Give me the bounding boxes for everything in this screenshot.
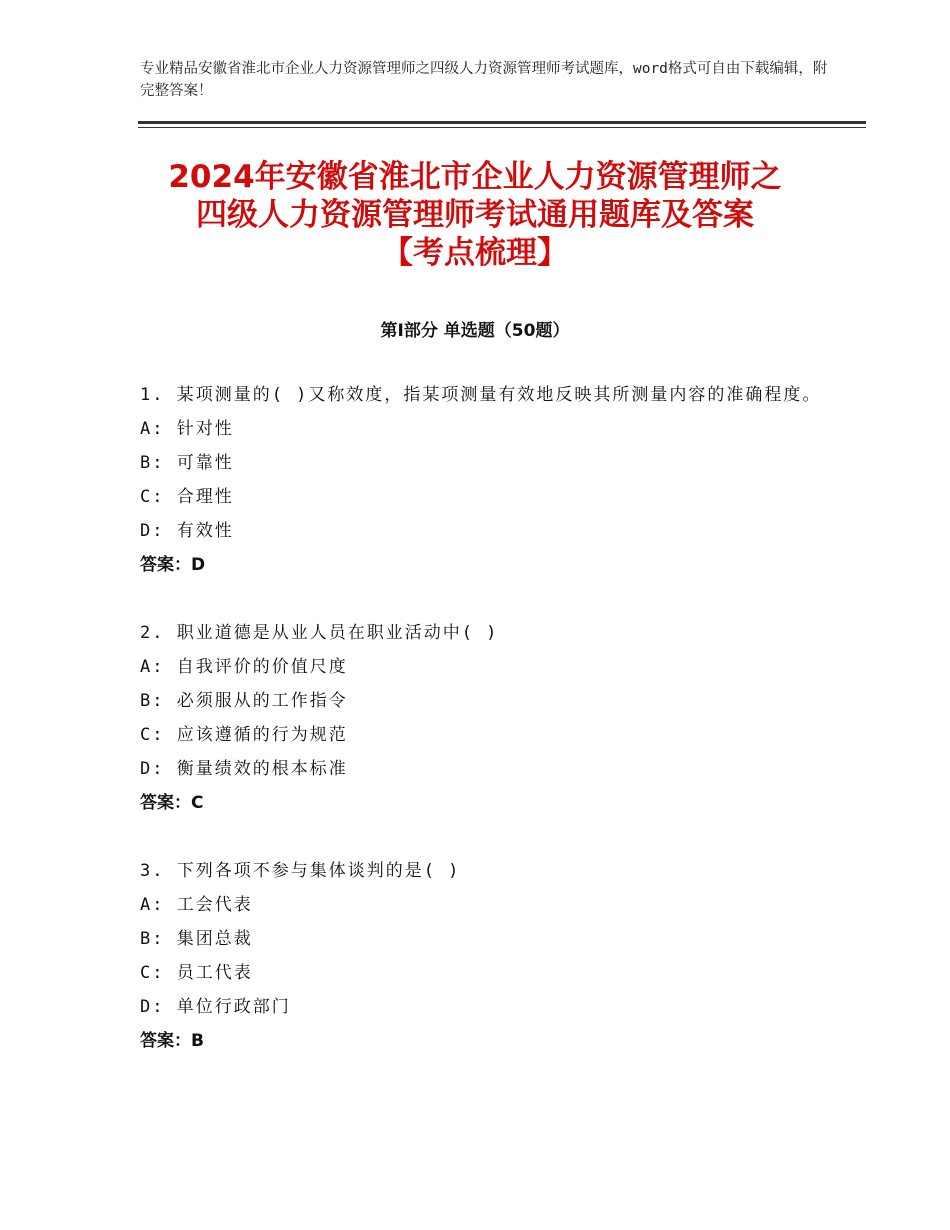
title-line-2: 四级人力资源管理师考试通用题库及答案 — [196, 197, 754, 233]
option-d: D: 有效性 — [140, 521, 234, 541]
option-d: D: 衡量绩效的根本标准 — [140, 759, 348, 779]
answer: 答案：D — [140, 555, 206, 575]
option-b: B: 集团总裁 — [140, 929, 253, 949]
title-line-1: 2024年安徽省淮北市企业人力资源管理师之 — [168, 159, 782, 195]
option-a: A: 针对性 — [140, 419, 234, 439]
header-divider-thin — [138, 127, 866, 128]
option-a: A: 工会代表 — [140, 895, 253, 915]
document-title — [100, 158, 850, 272]
option-c: C: 员工代表 — [140, 963, 253, 983]
question-stem: 3. 下列各项不参与集体谈判的是( ) — [140, 861, 461, 881]
answer: 答案：C — [140, 793, 204, 813]
option-b: B: 必须服从的工作指令 — [140, 691, 348, 711]
answer: 答案：B — [140, 1031, 204, 1051]
question-2 — [140, 616, 840, 820]
title-line-3: 【考点梳理】 — [382, 235, 568, 271]
question-3 — [140, 854, 840, 1058]
section-heading: 第Ⅰ部分 单选题（50题） — [380, 321, 570, 341]
header-note: 专业精品安徽省淮北市企业人力资源管理师之四级人力资源管理师考试题库，word格式可自由下载编辑，附完整答案！ — [140, 61, 828, 99]
option-c: C: 合理性 — [140, 487, 234, 507]
option-d: D: 单位行政部门 — [140, 997, 291, 1017]
question-stem: 1. 某项测量的( )又称效度，指某项测量有效地反映其所测量内容的准确程度。 — [140, 385, 822, 405]
header-divider — [138, 121, 866, 124]
question-list — [140, 378, 840, 1092]
question-stem: 2. 职业道德是从业人员在职业活动中( ) — [140, 623, 499, 643]
option-b: B: 可靠性 — [140, 453, 234, 473]
option-a: A: 自我评价的价值尺度 — [140, 657, 348, 677]
option-c: C: 应该遵循的行为规范 — [140, 725, 348, 745]
question-1 — [140, 378, 840, 582]
